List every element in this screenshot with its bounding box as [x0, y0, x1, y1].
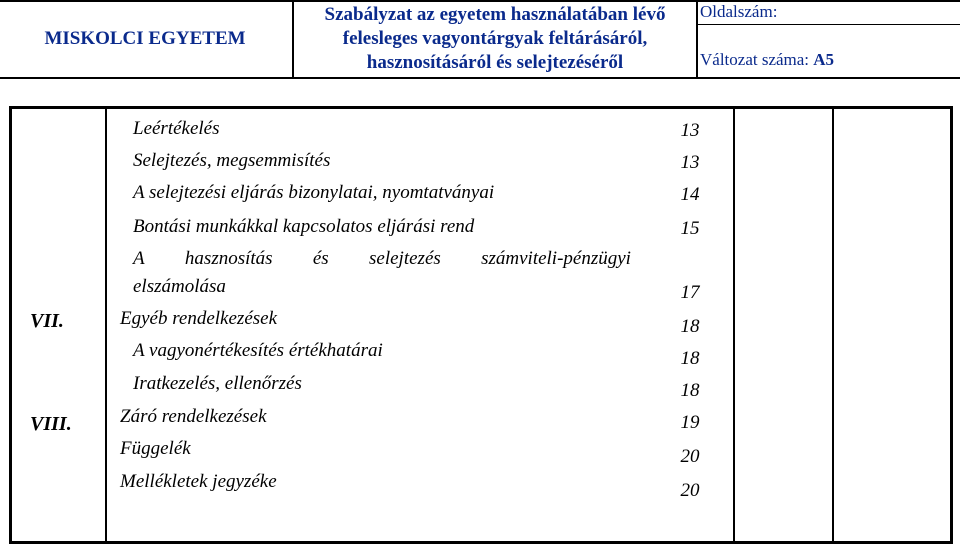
toc-entry-multiline — [133, 248, 631, 270]
page-number-label: Oldalszám: — [700, 2, 778, 21]
toc-entry: A vagyonértékesítés értékhatárai — [133, 340, 383, 361]
section-number-vii: VII. — [30, 310, 64, 332]
header-divider-2 — [696, 0, 698, 79]
toc-column-divider-2 — [733, 109, 735, 541]
toc-page-number: 17 — [680, 282, 700, 303]
toc-entry: Leértékelés — [133, 118, 220, 139]
toc-entry-continuation: elszámolása — [133, 276, 226, 297]
toc-page-number: 13 — [680, 152, 700, 173]
section-number-viii: VIII. — [30, 413, 72, 435]
toc-entry: Iratkezelés, ellenőrzés — [133, 373, 302, 394]
version-value: A5 — [813, 50, 835, 69]
toc-entry: A selejtezési eljárás bizonylatai, nyomtatványai — [133, 182, 495, 203]
title-line-2: felesleges vagyontárgyak feltárásáról, — [342, 28, 648, 49]
version-info — [700, 50, 834, 70]
header-divider-3 — [696, 24, 960, 25]
toc-column-divider-3 — [832, 109, 834, 541]
toc-entry: Egyéb rendelkezések — [120, 308, 278, 329]
toc-column-divider-1 — [105, 109, 107, 541]
toc-page-number: 18 — [680, 316, 700, 337]
toc-entry: Függelék — [120, 438, 191, 459]
organization-name: MISKOLCI EGYETEM — [44, 28, 246, 49]
version-label: Változat száma: — [700, 50, 810, 69]
toc-entry-word: és — [312, 248, 329, 269]
toc-entry: Selejtezés, megsemmisítés — [133, 150, 331, 171]
toc-entry: Mellékletek jegyzéke — [120, 471, 277, 492]
toc-page-number: 14 — [680, 184, 700, 205]
toc-page-number: 19 — [680, 412, 700, 433]
header-divider-1 — [292, 0, 294, 79]
title-line-3: hasznosításáról és selejtezéséről — [366, 52, 624, 73]
toc-page-number: 20 — [680, 480, 700, 501]
toc-page-number: 18 — [680, 380, 700, 401]
title-line-1: Szabályzat az egyetem használatában lévő — [324, 4, 666, 25]
toc-entry: Záró rendelkezések — [120, 406, 267, 427]
toc-page-number: 20 — [680, 446, 700, 467]
toc-entry-word: A — [133, 248, 145, 269]
toc-entry-word: számviteli-pénzügyi — [481, 248, 631, 269]
toc-entry: Bontási munkákkal kapcsolatos eljárási rend — [133, 216, 475, 237]
toc-entry-word: selejtezés — [369, 248, 441, 269]
toc-page-number: 18 — [680, 348, 700, 369]
toc-entry-word: hasznosítás — [184, 248, 273, 269]
toc-page-number: 13 — [680, 120, 700, 141]
document-title — [295, 2, 695, 76]
toc-page-number: 15 — [680, 218, 700, 239]
